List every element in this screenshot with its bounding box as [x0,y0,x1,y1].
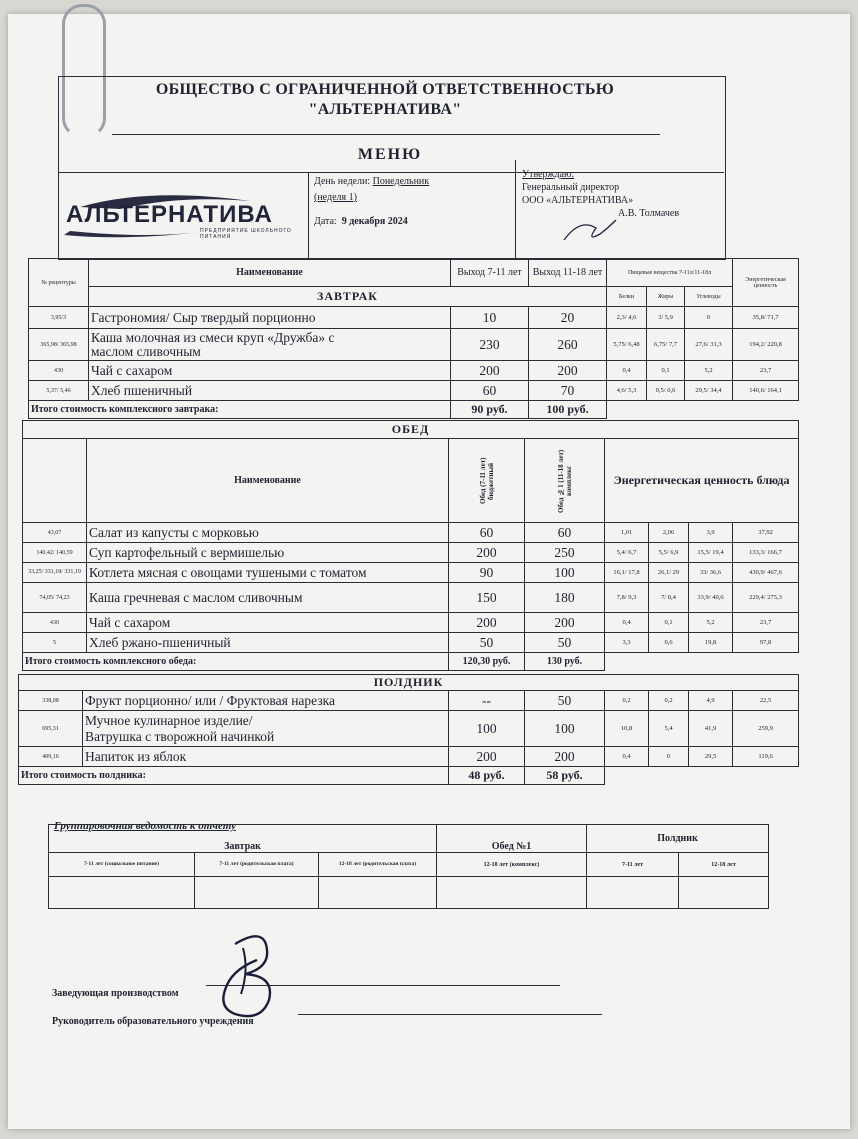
report-col-b2: 7-11 лет (родительская плата) [195,853,319,877]
energy: 22,5 [733,691,799,711]
approval-block: Утверждаю: Генеральный директор ООО «АЛЬТЕРНАТИВА» А.В. Толмачев [522,169,680,219]
report-col-b3: 12-18 лет (родительская плата) [319,853,437,877]
fat: 2,06 [649,523,689,543]
menu-title: МЕНЮ [357,146,423,163]
carbs: 5,2 [689,613,733,633]
head-production-label: Заведующая производством [52,988,179,999]
protein: 2,3/ 4,6 [607,307,647,329]
dish-name: Суп картофельный с вермишелью [87,543,449,563]
dish-name: Чай с сахаром [87,613,449,633]
logo-word: АЛЬТЕРНАТИВА [66,201,273,228]
total-label: Итого стоимость полдника: [19,767,449,785]
protein-header: Белки [607,287,647,307]
dish-name: Каша молочная из смеси круп «Дружба» с маслом сливочным [89,329,451,361]
carbs: 33/ 36,6 [689,563,733,583]
protein: 7,8/ 9,3 [605,583,649,613]
fat: 3/ 5,9 [647,307,685,329]
total-7-11: 120,30 руб. [449,653,525,671]
table-row [29,361,799,381]
recipe-no: 409,16 [19,747,83,767]
logo-subtitle: ПРЕДПРИЯТИЕ ШКОЛЬНОГО ПИТАНИЯ [200,228,292,240]
recipe-no: 74,05/ 74,23 [23,583,87,613]
table-row [19,747,799,767]
carbs: 29,5 [689,747,733,767]
carbs: 27,6/ 31,3 [685,329,733,361]
carbs: 19,8 [689,633,733,653]
fat: 7/ 8,4 [649,583,689,613]
fat: 26,1/ 29 [649,563,689,583]
energy: 23,7 [733,613,799,633]
divider [308,172,309,258]
lunch-energy-header: Энергетическая ценность блюда [605,439,799,523]
carbs: 0 [685,307,733,329]
protein: 5,75/ 6,48 [607,329,647,361]
day-of-week: День недели: Понедельник [314,176,430,187]
fat: 0,2 [649,691,689,711]
output-7-11-header: Выход 7-11 лет [451,259,529,287]
carbs: 33,9/ 40,6 [689,583,733,613]
recipe-no: 5 [23,633,87,653]
output-11-18: 200 [525,747,605,767]
carbs: 29,5/ 34,4 [685,381,733,401]
director-signature-icon [560,214,620,246]
protein: 10,8 [605,711,649,747]
fat-header: Жиры [647,287,685,307]
dish-name: Хлеб ржано-пшеничный [87,633,449,653]
output-11-18: 50 [525,691,605,711]
snack-section-title: ПОЛДНИК [19,675,799,691]
carbs: 5,2 [685,361,733,381]
report-col-s2: 12-18 лет [679,853,769,877]
report-col-s1: 7-11 лет [587,853,679,877]
report-title: Группировочная ведомость к отчету [54,820,236,832]
recipe-no: 33,25/ 331,18/ 331,19 [23,563,87,583]
output-11-18: 60 [525,523,605,543]
nutrients-header: Пищевые вещества 7-11л/11-18л [607,259,733,287]
carbs: 15,5/ 19,4 [689,543,733,563]
menu-date: Дата: 9 декабря 2024 [314,216,408,227]
report-col-b1: 7-11 лет (социальное питание) [49,853,195,877]
protein: 0,4 [605,747,649,767]
output-7-11: -- [449,691,525,711]
week-number: (неделя 1) [314,192,357,203]
total-label: Итого стоимость комплексного обеда: [23,653,449,671]
handwritten-signature-icon [205,930,285,1030]
energy: 259,9 [733,711,799,747]
fat: 5,4 [649,711,689,747]
lunch-col-b-header: Обед №1 (11-18 лет) комплекс [525,439,605,523]
total-11-18: 130 руб. [525,653,605,671]
table-row [29,307,799,329]
total-7-11: 90 руб. [451,401,529,419]
protein: 3,3 [605,633,649,653]
fat: 0,5/ 0,6 [647,381,685,401]
energy: 194,2/ 220,8 [733,329,799,361]
output-7-11: 230 [451,329,529,361]
breakfast-total-row [29,401,799,419]
output-11-18: 70 [529,381,607,401]
energy: 35,8/ 71,7 [733,307,799,329]
table-row [23,613,799,633]
fat: 5,5/ 6,9 [649,543,689,563]
recipe-no: 140,42/ 140,59 [23,543,87,563]
output-11-18: 20 [529,307,607,329]
output-7-11: 200 [449,613,525,633]
breakfast-table [28,258,799,419]
breakfast-section-title: ЗАВТРАК [89,287,607,307]
energy: 229,4/ 275,3 [733,583,799,613]
report-empty-row [49,877,769,909]
fat: 6,75/ 7,7 [647,329,685,361]
dish-name: Котлета мясная с овощами тушеными с томатом [87,563,449,583]
dish-name: Каша гречневая с маслом сливочным [87,583,449,613]
fat: 0,1 [647,361,685,381]
total-11-18: 58 руб. [525,767,605,785]
output-11-18: 200 [525,613,605,633]
energy: 23,7 [733,361,799,381]
carbs: 3,9 [689,523,733,543]
head-school-label: Руководитель образовательного учреждения [52,1016,254,1027]
energy-header: Энергетическая ценность [733,259,799,307]
dish-name: Салат из капусты с морковью [87,523,449,543]
output-7-11: 100 [449,711,525,747]
energy: 430,9/ 467,6 [733,563,799,583]
output-7-11: 90 [449,563,525,583]
organization-name: ОБЩЕСТВО С ОГРАНИЧЕННОЙ ОТВЕТСТВЕННОСТЬЮ "АЛЬТЕРНАТИВА" [155,81,615,118]
protein: 0,4 [607,361,647,381]
output-11-18-header: Выход 11-18 лет [529,259,607,287]
lunch-total-row [23,653,799,671]
output-7-11: 60 [449,523,525,543]
table-row [19,691,799,711]
output-11-18: 100 [525,563,605,583]
report-table [48,824,769,909]
table-row [29,381,799,401]
recipe-no: 5,37/ 5,46 [29,381,89,401]
energy: 133,3/ 166,7 [733,543,799,563]
energy: 140,6/ 164,1 [733,381,799,401]
output-7-11: 50 [449,633,525,653]
table-row [23,633,799,653]
dish-name: Напиток из яблок [83,747,449,767]
report-lunch-header: Обед №1 [437,825,587,853]
lunch-table [22,420,799,671]
protein: 0,2 [605,691,649,711]
snack-table [18,674,799,785]
table-row [23,563,799,583]
divider [112,134,660,135]
output-11-18: 260 [529,329,607,361]
protein: 5,4/ 6,7 [605,543,649,563]
carbs: 4,9 [689,691,733,711]
output-11-18: 50 [525,633,605,653]
output-11-18: 200 [529,361,607,381]
output-7-11: 200 [451,361,529,381]
dish-name: Фрукт порционно/ или / Фруктовая нарезка [83,691,449,711]
fat: 0 [649,747,689,767]
energy: 37,92 [733,523,799,543]
report-col-l1: 12-18 лет (комплекс) [437,853,587,877]
table-row [23,583,799,613]
recipe-no-header: № рецептуры [29,259,89,307]
recipe-no: 430 [23,613,87,633]
name-header: Наименование [89,259,451,287]
report-breakfast-header: Завтрак [49,825,437,853]
total-11-18: 100 руб. [529,401,607,419]
recipe-no: 3,95/3 [29,307,89,329]
energy: 119,6 [733,747,799,767]
table-row [19,711,799,747]
protein: 1,01 [605,523,649,543]
recipe-no: 338,08 [19,691,83,711]
lunch-section-title: ОБЕД [23,421,799,439]
output-7-11: 150 [449,583,525,613]
dish-name: Гастрономия/ Сыр твердый порционно [89,307,451,329]
snack-total-row [19,767,799,785]
carbs: 41,9 [689,711,733,747]
recipe-no: 365,98/ 365,98 [29,329,89,361]
recipe-no: 695,31 [19,711,83,747]
output-7-11: 10 [451,307,529,329]
energy: 97,8 [733,633,799,653]
carbs-header: Углеводы [685,287,733,307]
lunch-col-a-header: Обед (7-11 лет) бюджетный [449,439,525,523]
output-11-18: 250 [525,543,605,563]
recipe-no: 430 [29,361,89,381]
report-snack-header: Полдник [587,825,769,853]
company-logo [60,195,300,240]
fat: 0,1 [649,613,689,633]
divider [515,160,516,258]
lunch-name-header: Наименование [87,439,449,523]
table-row [29,329,799,361]
output-11-18: 180 [525,583,605,613]
output-7-11: 200 [449,543,525,563]
fat: 0,6 [649,633,689,653]
output-7-11: 60 [451,381,529,401]
recipe-no: 43,07 [23,523,87,543]
total-label: Итого стоимость комплексного завтрака: [29,401,451,419]
table-row [23,543,799,563]
protein: 4,6/ 5,3 [607,381,647,401]
total-7-11: 48 руб. [449,767,525,785]
dish-name: Чай с сахаром [89,361,451,381]
output-7-11: 200 [449,747,525,767]
signature-line [298,1014,602,1015]
protein: 16,1/ 17,8 [605,563,649,583]
table-row [23,523,799,543]
protein: 0,4 [605,613,649,633]
output-11-18: 100 [525,711,605,747]
dish-name: Мучное кулинарное изделие/ Ватрушка с творожной начинкой [83,711,449,747]
dish-name: Хлеб пшеничный [89,381,451,401]
